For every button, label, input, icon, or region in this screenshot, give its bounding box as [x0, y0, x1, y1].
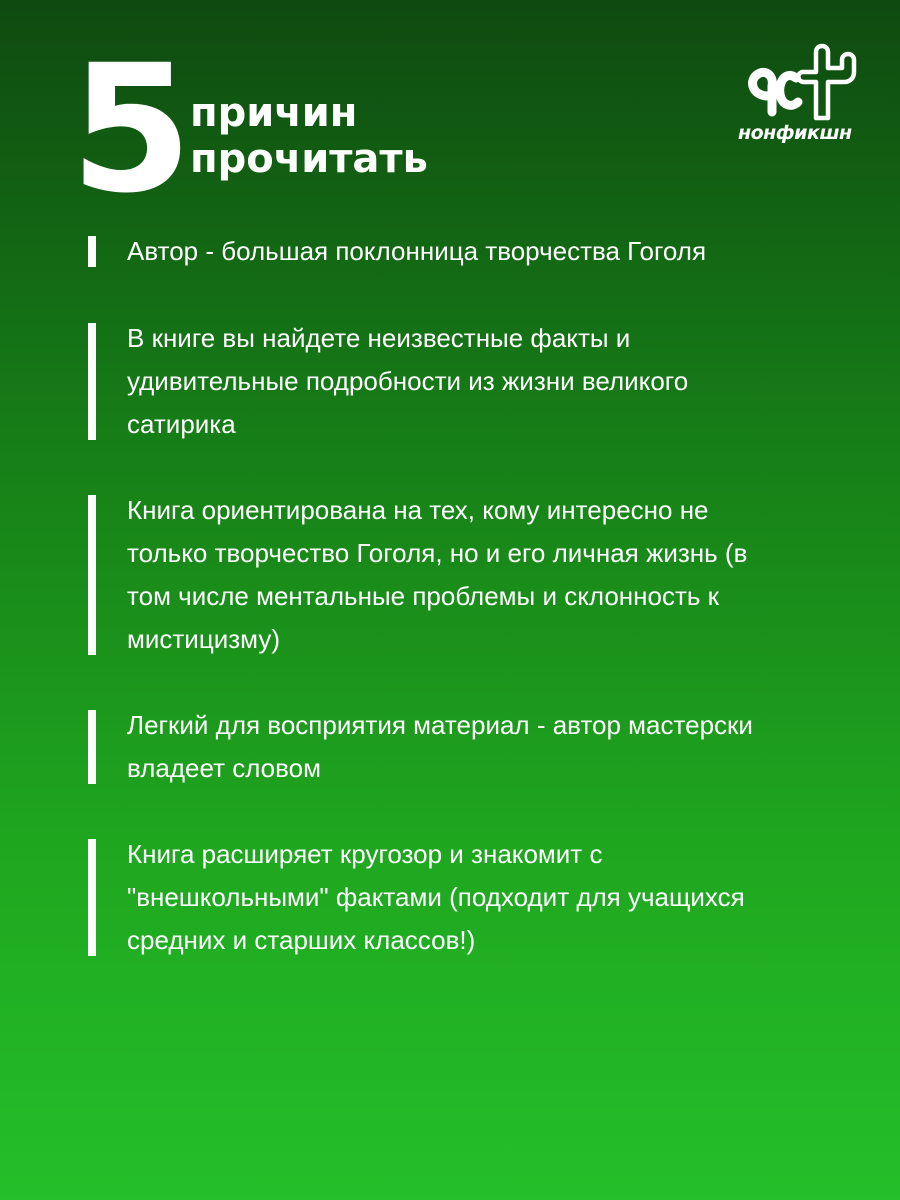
page-title [190, 90, 428, 182]
reason-text: Книга ориентирована на тех, кому интересно не только творчество Гоголя, но и его личная жизнь (в том числе ментальные проблемы и склонность к мистицизму) [127, 495, 748, 654]
reason-text: Автор - большая поклонница творчества Гоголя [127, 236, 707, 266]
reason-item [88, 317, 848, 446]
reason-text: В книге вы найдете неизвестные факты и удивительные подробности из жизни великого сатирика [127, 323, 689, 439]
reason-item [88, 833, 848, 962]
reason-bar [88, 495, 96, 655]
reason-bar [88, 323, 96, 440]
reason-item [88, 489, 848, 661]
reason-bar [88, 839, 96, 956]
reason-bar [88, 710, 96, 784]
title-line-1: причин [190, 90, 358, 136]
cactus-icon [738, 38, 868, 128]
reason-text: Книга расширяет кругозор и знакомит с "внешкольными" фактами (подходит для учащихся средних и старших классов!) [127, 839, 745, 955]
logo-subtitle: нонфикшн [738, 122, 852, 144]
publisher-logo [738, 38, 868, 150]
reasons-count: 5 [70, 27, 189, 232]
title-line-2: прочитать [190, 136, 428, 182]
reason-item [88, 704, 848, 790]
reason-text: Легкий для восприятия материал - автор мастерски владеет словом [127, 710, 753, 783]
reason-bar [88, 236, 96, 267]
reasons-list [88, 230, 848, 962]
reason-item [88, 230, 848, 273]
